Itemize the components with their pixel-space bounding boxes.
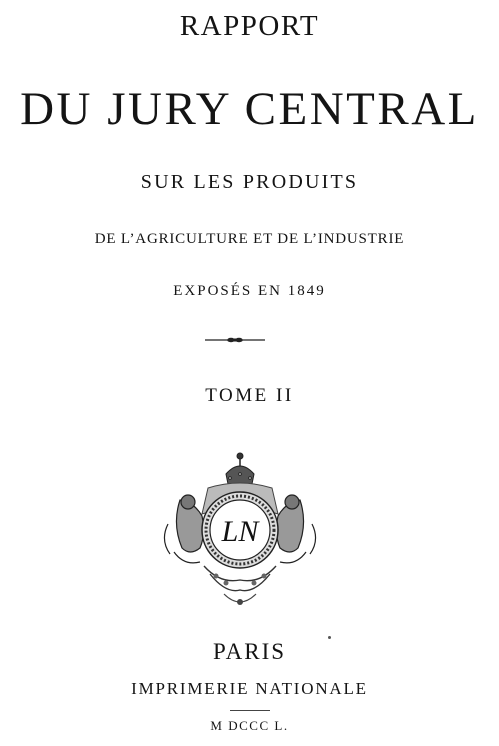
subtitle-produits: SUR LES PRODUITS <box>140 171 359 193</box>
imperial-coat-of-arms-icon <box>160 444 320 610</box>
imprint-year: M DCCC L. <box>210 718 289 733</box>
print-speck <box>328 636 331 639</box>
title-line-jury-central: DU JURY CENTRAL <box>20 83 479 135</box>
subtitle-exposes: EXPOSÉS EN 1849 <box>173 283 326 299</box>
svg-text:LN: LN <box>221 515 259 548</box>
subtitle-agriculture-industrie: DE L’AGRICULTURE ET DE L’INDUSTRIE <box>94 231 405 247</box>
volume-label: TOME II <box>205 385 294 406</box>
ornament-divider-icon <box>205 336 265 344</box>
imprint-publisher: IMPRIMERIE NATIONALE <box>131 679 368 698</box>
imprint-place: PARIS <box>212 639 287 664</box>
divider-rule <box>230 710 270 711</box>
title-line-rapport: RAPPORT <box>179 10 320 42</box>
